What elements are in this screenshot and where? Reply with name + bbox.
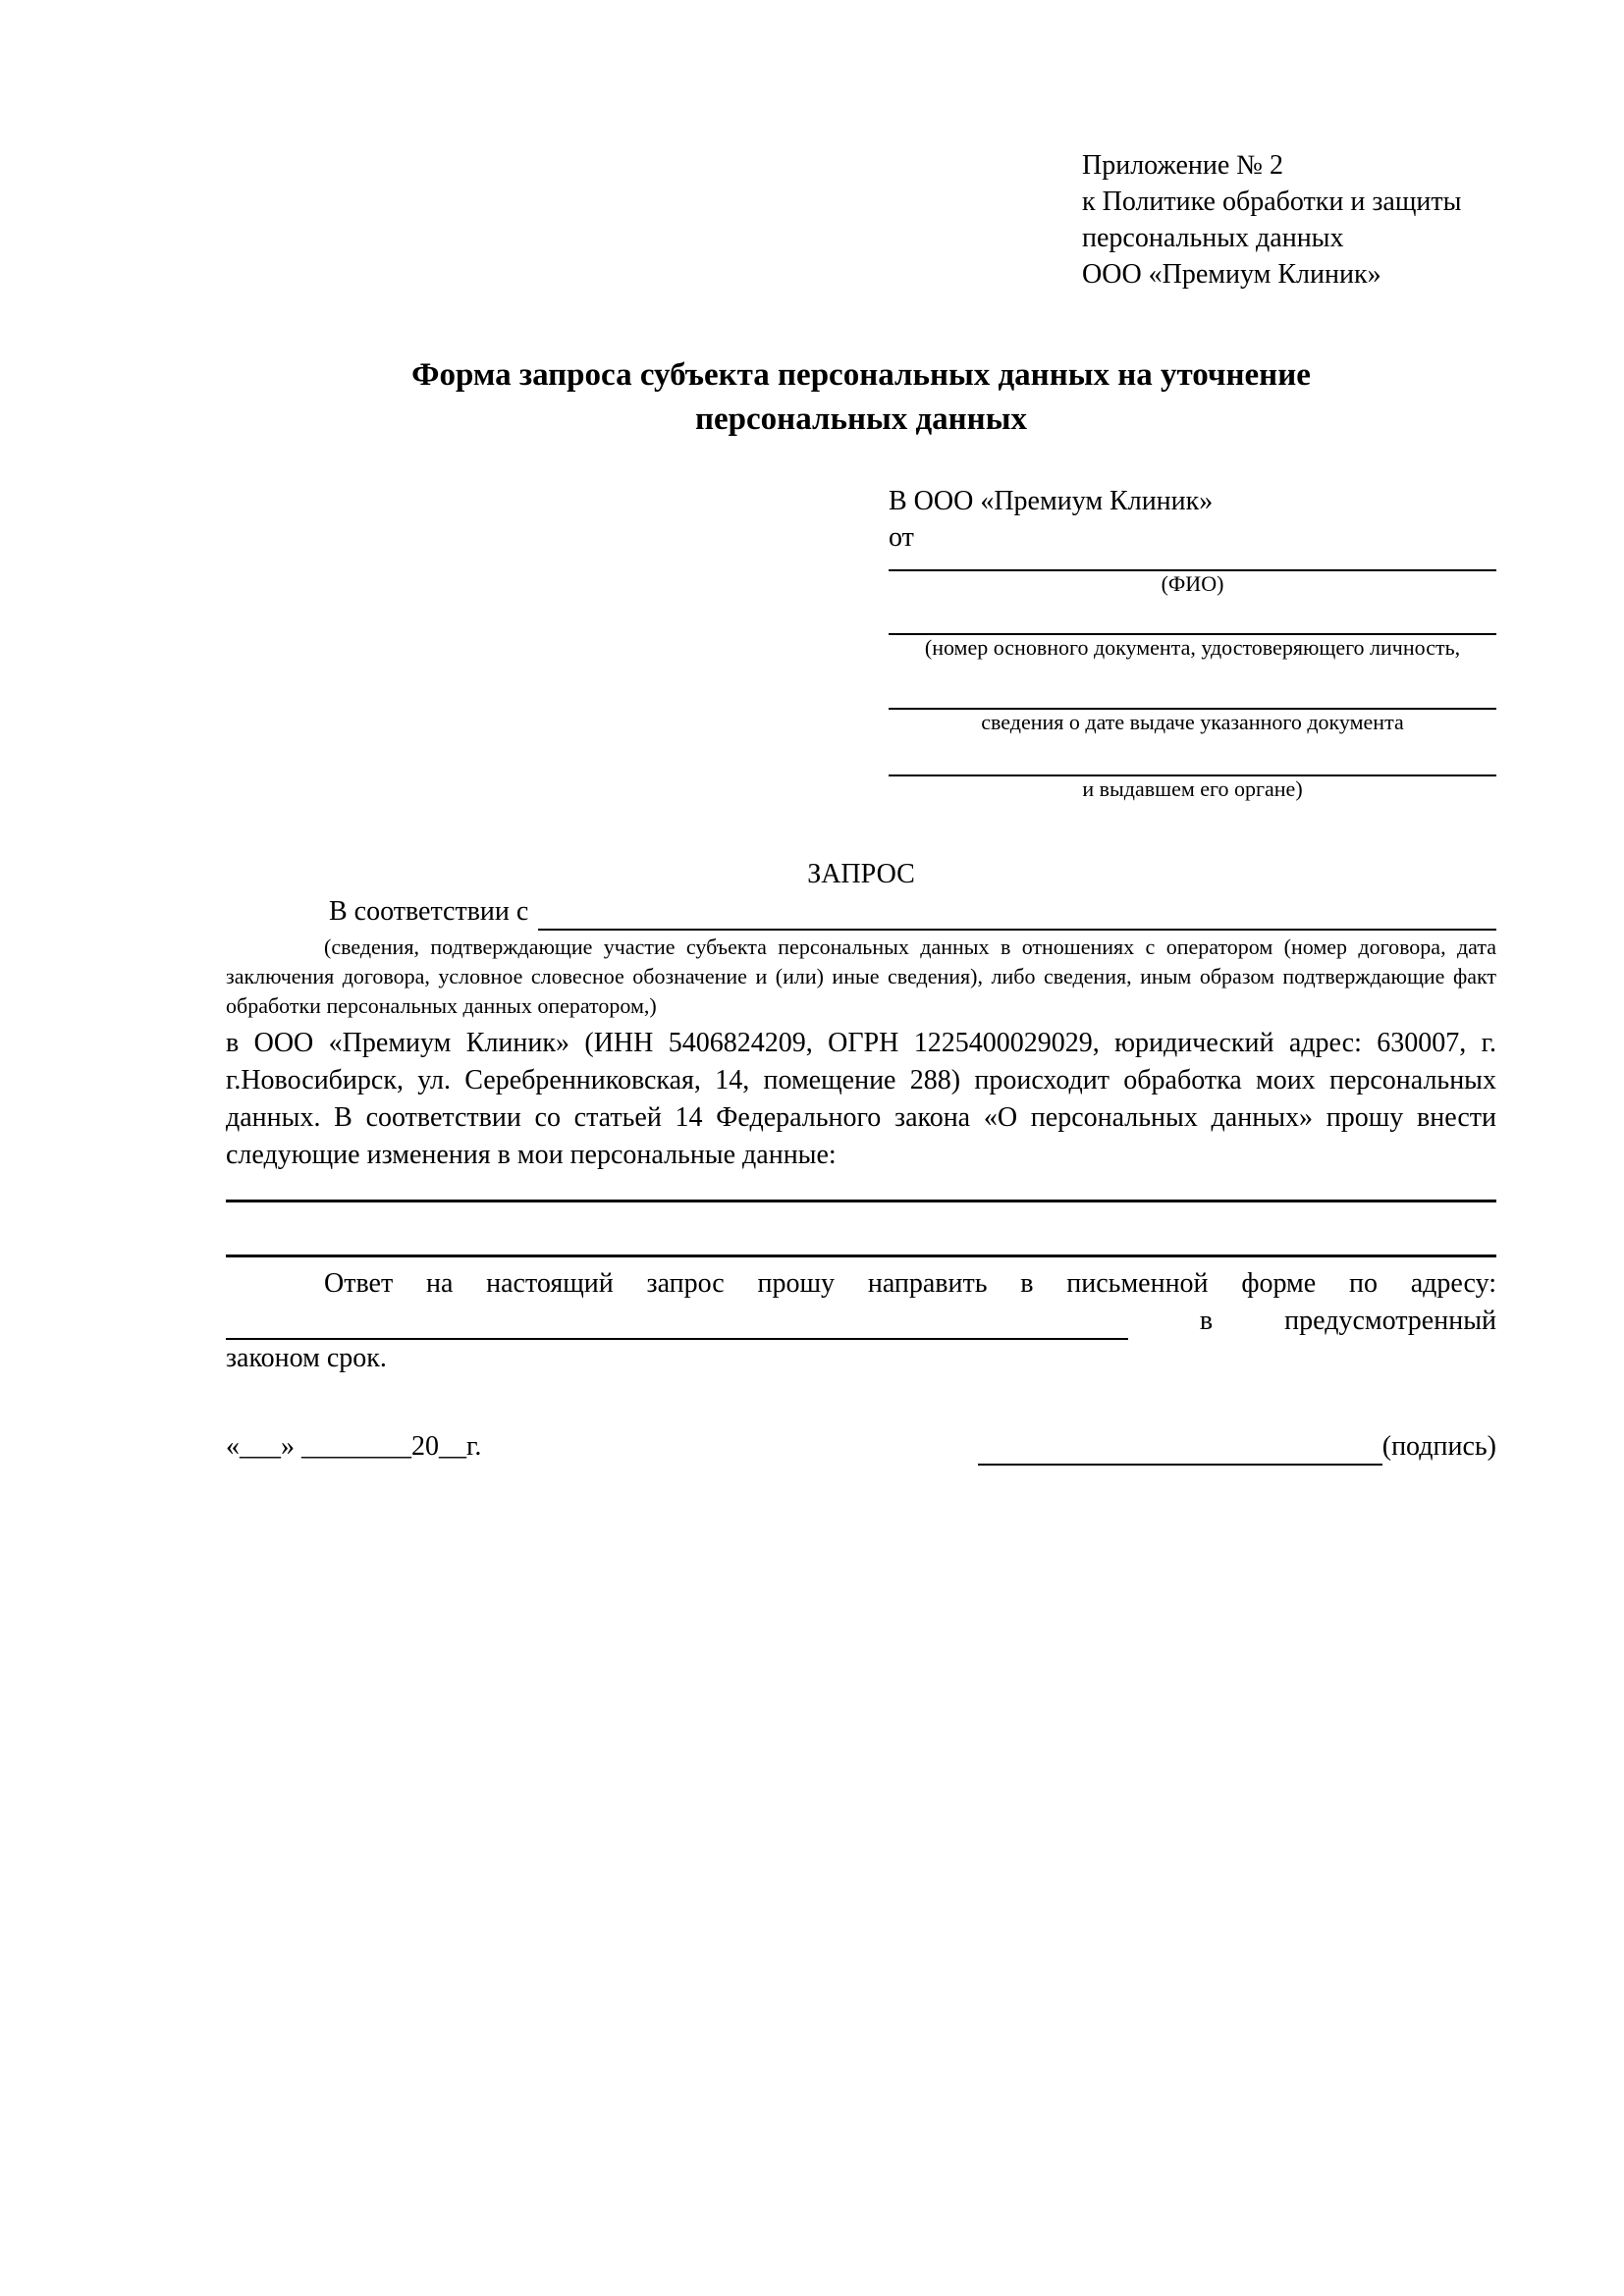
annex-line: Приложение № 2 [1082, 150, 1283, 181]
accordance-lead: В соответствии с [329, 896, 529, 927]
answer-tail-word: в [1199, 1306, 1214, 1336]
answer-tail-word: предусмотренный [1284, 1306, 1496, 1336]
accordance-row [226, 893, 1496, 931]
signature-row [226, 1428, 1496, 1466]
annex-line: к Политике обработки и защиты [1082, 187, 1462, 217]
signature-caption: (подпись) [1381, 1431, 1496, 1462]
addressee-org: В ООО «Премиум Клиник» [889, 486, 1214, 516]
from-label: от [889, 522, 914, 553]
document-number-field-line[interactable] [889, 597, 1496, 635]
answer-closing: законом срок. [226, 1343, 387, 1373]
address-field-line[interactable] [226, 1308, 1128, 1340]
issue-date-caption: сведения о дате выдаче указанного документа [981, 710, 1404, 734]
request-body: в ООО «Премиум Клиник» (ИНН 5406824209, ОГРН 1225400029029, юридический адрес: 630007, г. г.Новосибирск, ул. Серебренниковская, 14, помещение 288) происходит обработка моих персональных данных. В соответствии со статьей 14 Федерального закона «О персональных данных» прошу внести следующие изменения в мои персональные данные: [226, 1028, 1496, 1170]
changes-field-line-2[interactable] [226, 1202, 1496, 1257]
request-heading: ЗАПРОС [807, 859, 915, 889]
issue-date-field-line[interactable] [889, 661, 1496, 710]
issuing-authority-field-line[interactable] [889, 735, 1496, 776]
annex-line: ООО «Премиум Клиник» [1082, 259, 1381, 290]
signature-area [978, 1428, 1496, 1466]
annex-line: персональных данных [1082, 223, 1344, 253]
issuing-authority-caption: и выдавшем его органе) [1082, 776, 1303, 801]
answer-sentence: Ответ на настоящий запрос прошу направить в письменной форме по адресу: [324, 1268, 1496, 1299]
document-number-caption: (номер основного документа, удостоверяющего личность, [924, 635, 1461, 660]
form-title-line: Форма запроса субъекта персональных данных на уточнение [411, 357, 1311, 393]
form-title [226, 353, 1496, 442]
basis-field-line[interactable] [538, 893, 1496, 931]
addressee-block [889, 483, 1496, 802]
fio-caption: (ФИО) [1161, 571, 1224, 596]
form-title-line: персональных данных [695, 401, 1027, 437]
changes-field-line-1[interactable] [226, 1174, 1496, 1202]
annex-reference [1082, 147, 1496, 293]
signature-field-line[interactable] [978, 1434, 1382, 1466]
fio-field-line[interactable] [889, 556, 1496, 571]
basis-note: (сведения, подтверждающие участие субъекта персональных данных в отношениях с оператором (номер договора, дата заключения договора, условное словесное обозначение и (или) иные сведения), либо сведения, иным образом подтверждающие факт обработки персональных данных оператором,) [226, 934, 1496, 1018]
date-blank[interactable]: «___» ________20__г. [226, 1431, 482, 1462]
answer-address-row [226, 1303, 1496, 1340]
